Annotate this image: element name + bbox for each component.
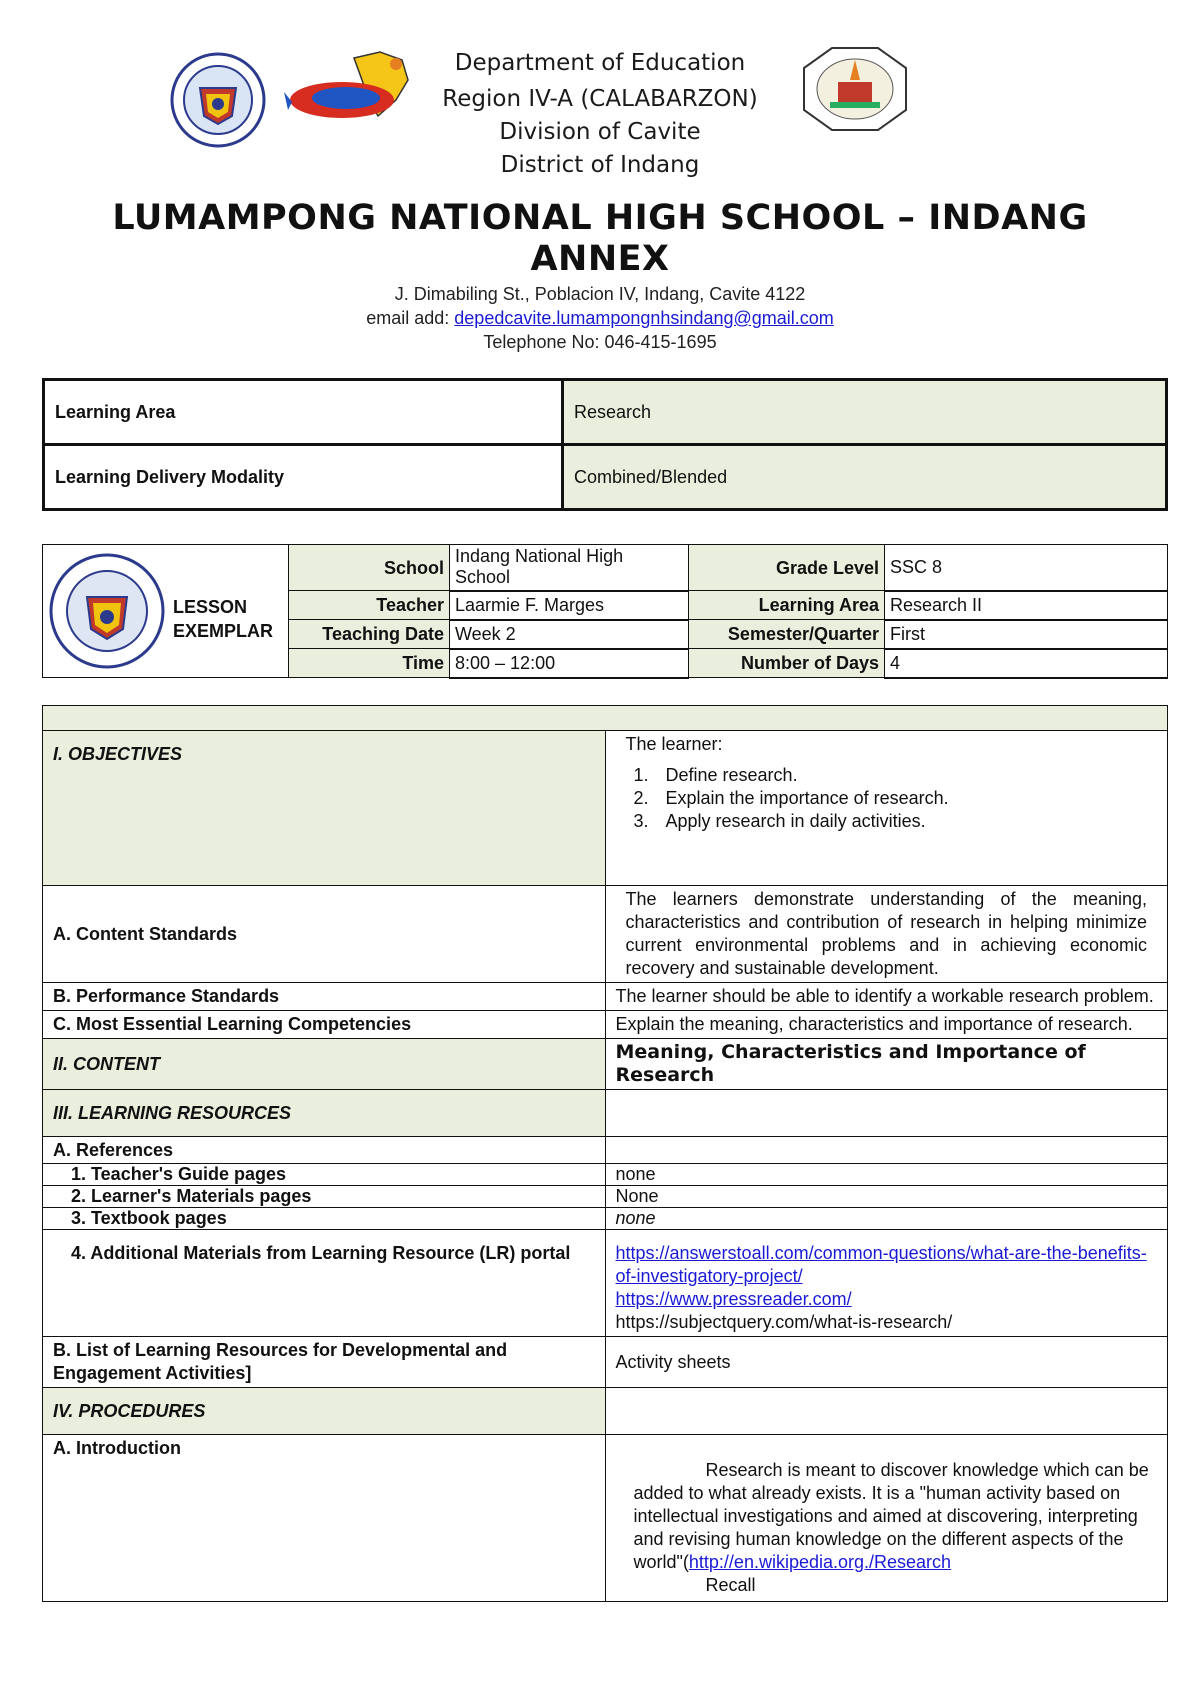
school-label: School bbox=[289, 545, 450, 591]
learning-area-value: Research bbox=[563, 380, 1167, 445]
learning-info-table bbox=[42, 378, 1168, 511]
email-line bbox=[0, 308, 1200, 329]
exemplar-title-cell bbox=[43, 545, 289, 678]
am-link-3: https://subjectquery.com/what-is-research/ bbox=[615, 1312, 953, 1332]
resources-empty bbox=[605, 1090, 1168, 1137]
grade-level-value: SSC 8 bbox=[885, 545, 1168, 591]
tb-value: none bbox=[605, 1208, 1168, 1230]
introduction-cell bbox=[605, 1435, 1168, 1602]
school-address: J. Dimabiling St., Poblacion IV, Indang, Cavite 4122 bbox=[394, 284, 806, 304]
competencies-value: Explain the meaning, characteristics and importance of research. bbox=[605, 1011, 1168, 1039]
content-standards-value: The learners demonstrate understanding of the meaning, characteristics and contribution of research in helping minimize current environmental problems and in achieving economic recovery and sustainable development. bbox=[605, 886, 1168, 983]
content-standards-label: A. Content Standards bbox=[43, 886, 606, 983]
semester-label: Semester/Quarter bbox=[689, 620, 885, 649]
objectives-list bbox=[626, 764, 1158, 833]
semester-value: First bbox=[885, 620, 1168, 649]
am-link-1[interactable]: https://answerstoall.com/common-questions/what-are-the-benefits-of-investigatory-project/ bbox=[615, 1243, 1147, 1286]
content-value: Meaning, Characteristics and Importance of Research bbox=[605, 1039, 1168, 1090]
exemplar-area-value: Research II bbox=[885, 591, 1168, 620]
region-line: Region IV-A (CALABARZON) bbox=[442, 86, 758, 112]
exemplar-title-2: EXEMPLAR bbox=[173, 621, 274, 641]
objective-item: 2. Explain the importance of research. bbox=[654, 787, 1158, 810]
division-line: Division of Cavite bbox=[499, 119, 701, 145]
teacher-label: Teacher bbox=[289, 591, 450, 620]
performance-value: The learner should be able to identify a workable research problem. bbox=[605, 983, 1168, 1011]
table-header-band bbox=[43, 706, 1168, 731]
procedures-label: IV. PROCEDURES bbox=[43, 1388, 606, 1435]
objective-item: 1. Define research. bbox=[654, 764, 1158, 787]
introduction-link[interactable]: http://en.wikipedia.org./Research bbox=[688, 1552, 952, 1572]
school-name: LUMAMPONG NATIONAL HIGH SCHOOL – INDANG ANNEX bbox=[112, 198, 1088, 279]
objectives-intro: The learner: bbox=[625, 734, 723, 754]
modality-label: Learning Delivery Modality bbox=[44, 445, 563, 510]
time-label: Time bbox=[289, 649, 450, 678]
performance-label: B. Performance Standards bbox=[43, 983, 606, 1011]
tg-value: none bbox=[605, 1164, 1168, 1186]
teacher-value: Laarmie F. Marges bbox=[450, 591, 689, 620]
list-resources-label: B. List of Learning Resources for Developmental and Engagement Activities] bbox=[43, 1337, 606, 1388]
lesson-exemplar-table bbox=[42, 544, 1168, 679]
references-empty bbox=[605, 1137, 1168, 1164]
procedures-empty bbox=[605, 1388, 1168, 1435]
content-label: II. CONTENT bbox=[43, 1039, 606, 1090]
teaching-date-label: Teaching Date bbox=[289, 620, 450, 649]
objectives-label: I. OBJECTIVES bbox=[43, 731, 606, 886]
exemplar-title-1: LESSON bbox=[173, 597, 248, 617]
references-label: A. References bbox=[43, 1137, 606, 1164]
objectives-cell bbox=[605, 731, 1168, 886]
exemplar-area-label: Learning Area bbox=[689, 591, 885, 620]
lesson-plan-table bbox=[42, 705, 1168, 1602]
lm-value: None bbox=[605, 1186, 1168, 1208]
district-line: District of Indang bbox=[500, 152, 700, 178]
tg-label: 1. Teacher's Guide pages bbox=[43, 1164, 606, 1186]
resources-label: III. LEARNING RESOURCES bbox=[43, 1090, 606, 1137]
email-link[interactable]: depedcavite.lumampongnhsindang@gmail.com bbox=[454, 308, 834, 328]
days-label: Number of Days bbox=[689, 649, 885, 678]
days-value: 4 bbox=[885, 649, 1168, 678]
grade-level-label: Grade Level bbox=[689, 545, 885, 591]
introduction-text: Research is meant to discover knowledge which can be added to what already exists. It is a "human activity based on intellectual investigations and aimed at discovering, interpreting and revising human knowledge on the different aspects of the world"( bbox=[633, 1460, 1149, 1572]
am-label: 4. Additional Materials from Learning Resource (LR) portal bbox=[43, 1230, 606, 1337]
objective-item: 3. Apply research in daily activities. bbox=[654, 810, 1158, 833]
deped-logo bbox=[47, 551, 167, 671]
learning-area-label: Learning Area bbox=[44, 380, 563, 445]
recall-text: Recall bbox=[705, 1575, 756, 1595]
email-label: email add: bbox=[366, 308, 450, 328]
telephone-line: Telephone No: 046-415-1695 bbox=[483, 332, 717, 352]
time-value: 8:00 – 12:00 bbox=[450, 649, 689, 678]
competencies-label: C. Most Essential Learning Competencies bbox=[43, 1011, 606, 1039]
lm-label: 2. Learner's Materials pages bbox=[43, 1186, 606, 1208]
department-line: Department of Education bbox=[454, 50, 746, 76]
am-link-2[interactable]: https://www.pressreader.com/ bbox=[615, 1289, 852, 1309]
school-value: Indang National High School bbox=[450, 545, 689, 591]
introduction-label: A. Introduction bbox=[43, 1435, 606, 1602]
modality-value: Combined/Blended bbox=[563, 445, 1167, 510]
tb-label: 3. Textbook pages bbox=[43, 1208, 606, 1230]
list-resources-value: Activity sheets bbox=[605, 1337, 1168, 1388]
teaching-date-value: Week 2 bbox=[450, 620, 689, 649]
am-cell bbox=[605, 1230, 1168, 1337]
